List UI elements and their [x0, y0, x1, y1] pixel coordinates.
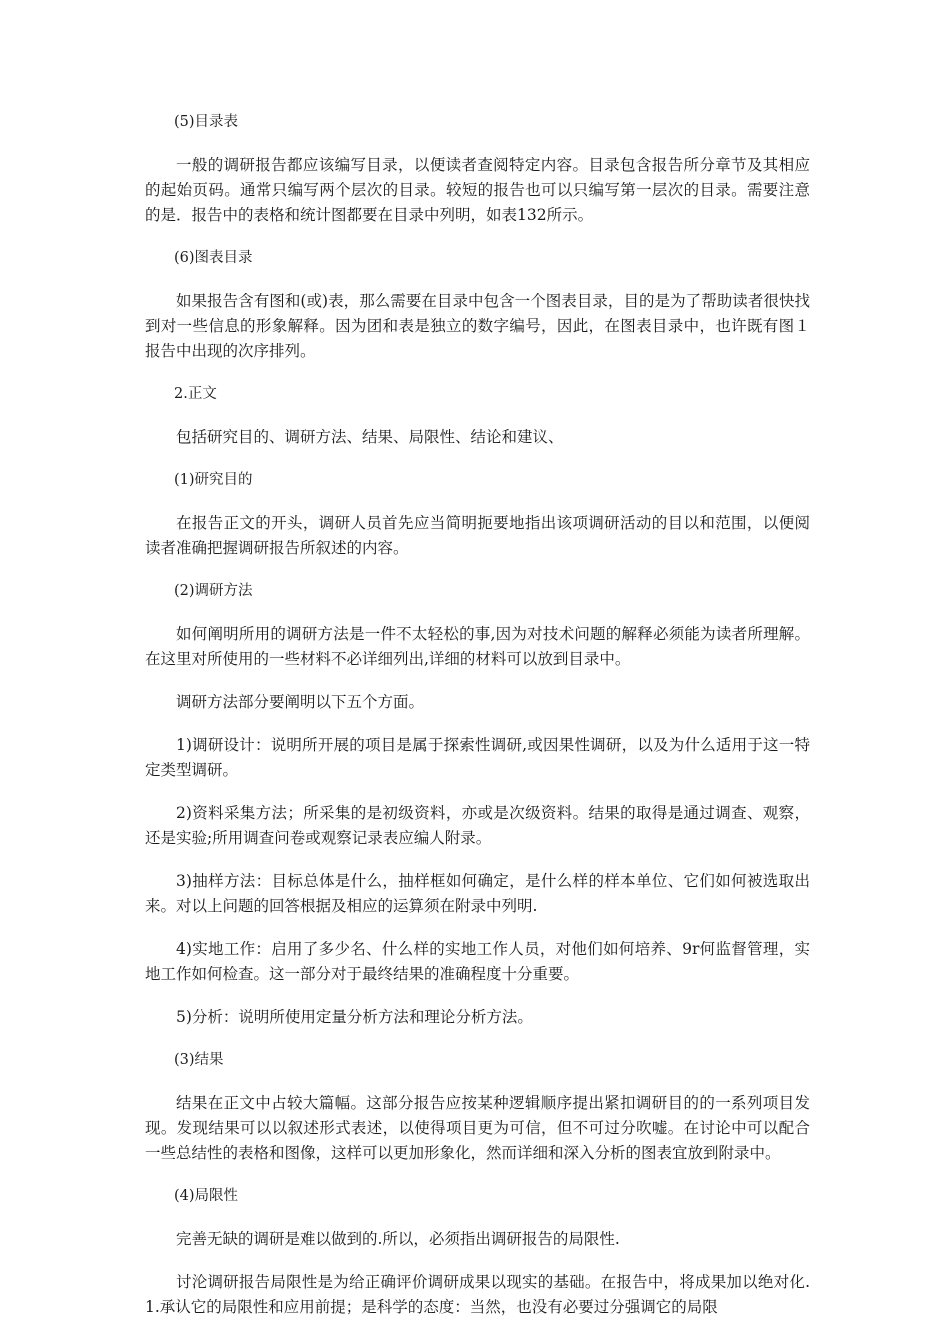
paragraph-limitations: 完善无缺的调研是难以做到的.所以，必须指出调研报告的局限性.	[176, 1230, 620, 1248]
list-item-data-collection: 2)资料采集方法；所采集的是初级资料，亦或是次级资料。结果的取得是通过调查、观察，还是实验;所用调查问卷或观察记录表应编人附录。	[145, 804, 810, 847]
paragraph-figure-toc: 如果报告含有图和(或)表，那么需要在目录中包含一个图表目录，目的是为了帮助读者很快找到对一些信息的形象解释。因为团和表是独立的数字编号，因此，在图表目录中，也许既有图１报告中出现的次序排列。	[145, 292, 810, 360]
list-item-fieldwork: 4)实地工作：启用了多少名、什么样的实地工作人员，对他们如何培养、9r何监督管理，实地工作如何检查。这一部分对于最终结果的准确程度十分重要。	[145, 940, 810, 983]
paragraph-toc: 一般的调研报告都应该编写目录，以便读者查阅特定内容。目录包含报告所分章节及其相应的起始页码。通常只编写两个层次的目录。较短的报告也可以只编写第一层次的目录。需要注意的是．报告中的表格和统计图都要在目录中列明，如表132所示。	[145, 156, 810, 224]
paragraph-method-intro: 调研方法部分要阐明以下五个方面。	[176, 693, 425, 711]
paragraph-purpose: 在报告正文的开头，调研人员首先应当简明扼要地指出该项调研活动的目以和范围，以便阅读者准确把握调研报告所叙述的内容。	[145, 514, 810, 557]
list-item-sampling: 3)抽样方法：目标总体是什么，抽样框如何确定，是什么样的样本单位、它们如何被选取出来。对以上问题的回答根据及相应的运算须在附录中列明.	[145, 872, 810, 915]
section-heading-figure-toc: (6)图表目录	[174, 250, 253, 266]
section-heading-toc: (5)目录表	[174, 114, 239, 130]
paragraph-body-overview: 包括研究目的、调研方法、结果、局限性、结论和建议、	[176, 428, 564, 446]
section-heading-limitations: (4)局限性	[174, 1188, 239, 1204]
list-item-design: 1)调研设计：说明所开展的项目是属于探索性调研,或因果性调研，以及为什么适用于这一特定类型调研。	[145, 736, 810, 779]
document-page	[145, 110, 810, 1338]
section-heading-body: 2.正文	[174, 386, 217, 402]
paragraph-limitations-discussion: 讨沦调研报告局限性是为给正确评价调研成果以现实的基础。在报告中，将成果加以绝对化.1.承认它的局限性和应用前提；是科学的态度：当然，也没有必要过分强调它的局限	[145, 1273, 810, 1316]
paragraph-results: 结果在正文中占较大篇幅。这部分报告应按某种逻辑顺序提出紧扣调研目的的一系列项目发现。发现结果可以以叙述形式表述，以使得项目更为可信，但不可过分吹嘘。在讨论中可以配合一些总结性的表格和图像，这样可以更加形象化，然而详细和深入分析的图表宜放到附录中。	[145, 1094, 810, 1162]
section-heading-method: (2)调研方法	[174, 583, 253, 599]
section-heading-results: (3)结果	[174, 1052, 224, 1068]
list-item-analysis: 5)分析：说明所使用定量分析方法和理论分析方法。	[176, 1008, 533, 1026]
paragraph-method: 如何阐明所用的调研方法是一件不太轻松的事,因为对技术问题的解释必须能为读者所理解。在这里对所使用的一些材料不必详细列出,详细的材料可以放到目录中。	[145, 625, 810, 668]
section-heading-purpose: (1)研究目的	[174, 472, 253, 488]
